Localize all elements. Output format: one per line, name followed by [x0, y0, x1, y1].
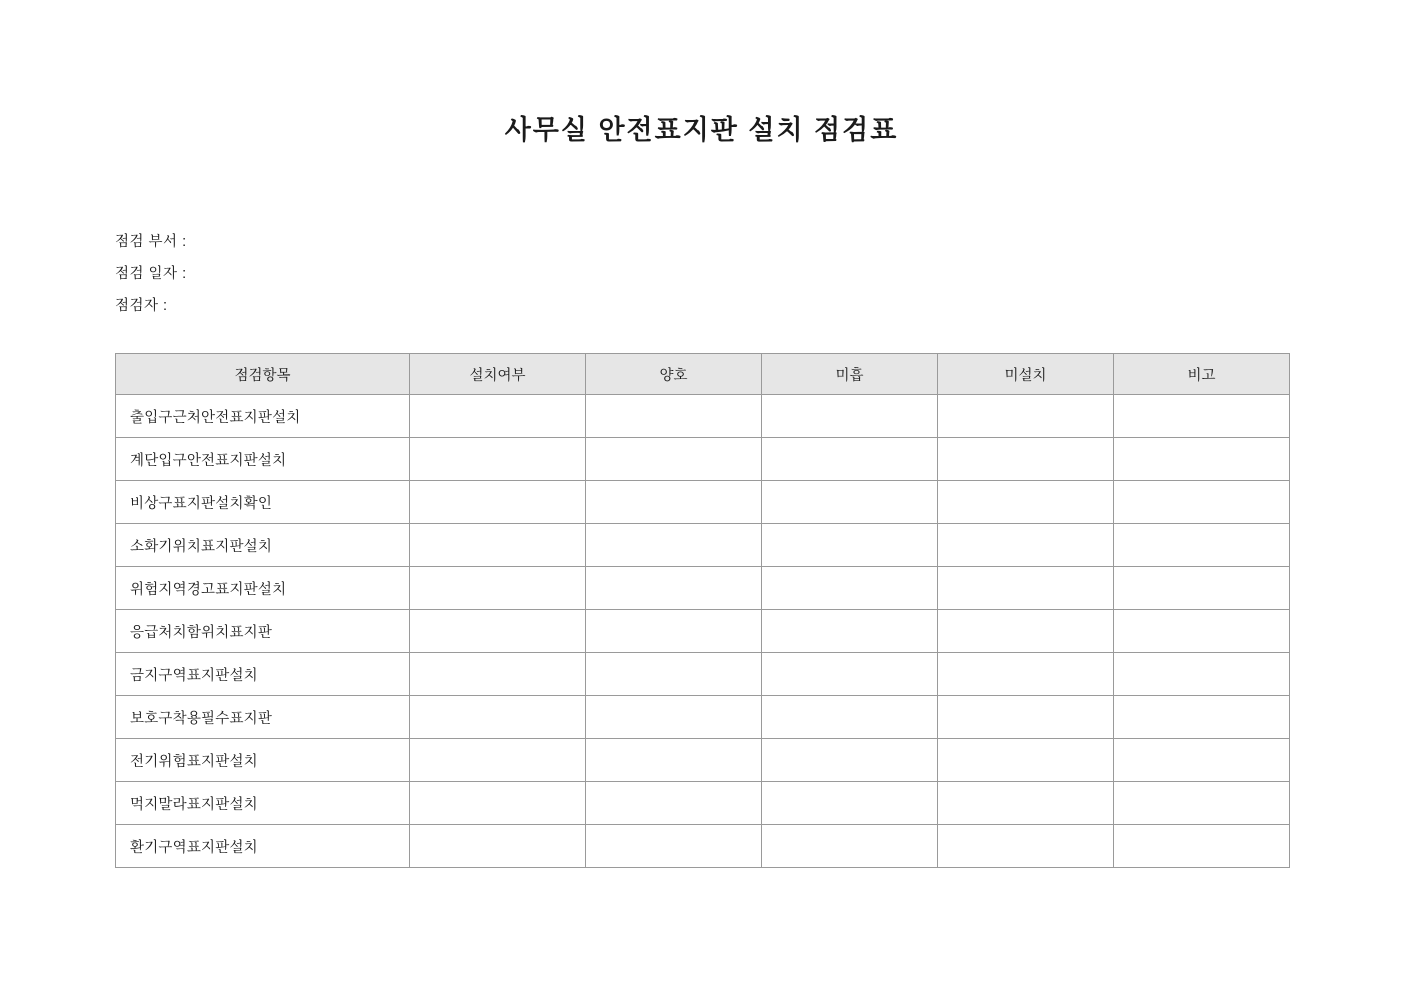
cell-item-label: 환기구역표지판설치 — [116, 825, 410, 868]
table-header-row — [116, 354, 1290, 395]
cell-good[interactable] — [586, 825, 762, 868]
cell-good[interactable] — [586, 481, 762, 524]
cell-item-label: 계단입구안전표지판설치 — [116, 438, 410, 481]
meta-field-inspector: 점검자 : — [115, 298, 168, 314]
table-row — [116, 696, 1290, 739]
meta-field-department: 점검 부서 : — [115, 234, 187, 250]
table-row — [116, 653, 1290, 696]
cell-poor[interactable] — [762, 739, 938, 782]
cell-poor[interactable] — [762, 438, 938, 481]
cell-poor[interactable] — [762, 610, 938, 653]
cell-not-installed[interactable] — [938, 739, 1114, 782]
table-row — [116, 825, 1290, 868]
cell-installed[interactable] — [410, 567, 586, 610]
page-title: 사무실 안전표지판 설치 점검표 — [504, 115, 899, 145]
cell-installed[interactable] — [410, 696, 586, 739]
cell-good[interactable] — [586, 438, 762, 481]
table-row — [116, 524, 1290, 567]
cell-remarks[interactable] — [1114, 395, 1290, 438]
cell-remarks[interactable] — [1114, 696, 1290, 739]
column-header-remarks: 비고 — [1114, 354, 1290, 395]
cell-good[interactable] — [586, 696, 762, 739]
cell-not-installed[interactable] — [938, 567, 1114, 610]
table-row — [116, 481, 1290, 524]
table-body — [116, 395, 1290, 868]
table-row — [116, 610, 1290, 653]
cell-good[interactable] — [586, 653, 762, 696]
cell-poor[interactable] — [762, 395, 938, 438]
cell-not-installed[interactable] — [938, 825, 1114, 868]
cell-good[interactable] — [586, 567, 762, 610]
cell-not-installed[interactable] — [938, 610, 1114, 653]
column-header-installed: 설치여부 — [410, 354, 586, 395]
table-row — [116, 395, 1290, 438]
cell-remarks[interactable] — [1114, 782, 1290, 825]
cell-good[interactable] — [586, 610, 762, 653]
cell-not-installed[interactable] — [938, 481, 1114, 524]
cell-installed[interactable] — [410, 438, 586, 481]
column-header-not-installed: 미설치 — [938, 354, 1114, 395]
cell-good[interactable] — [586, 739, 762, 782]
cell-not-installed[interactable] — [938, 653, 1114, 696]
cell-poor[interactable] — [762, 696, 938, 739]
cell-remarks[interactable] — [1114, 653, 1290, 696]
cell-poor[interactable] — [762, 524, 938, 567]
cell-item-label: 비상구표지판설치확인 — [116, 481, 410, 524]
cell-poor[interactable] — [762, 782, 938, 825]
cell-item-label: 응급처치함위치표지판 — [116, 610, 410, 653]
cell-remarks[interactable] — [1114, 739, 1290, 782]
cell-installed[interactable] — [410, 739, 586, 782]
column-header-poor: 미흡 — [762, 354, 938, 395]
cell-item-label: 금지구역표지판설치 — [116, 653, 410, 696]
cell-good[interactable] — [586, 524, 762, 567]
cell-not-installed[interactable] — [938, 395, 1114, 438]
table-row — [116, 739, 1290, 782]
cell-poor[interactable] — [762, 825, 938, 868]
column-header-item: 점검항목 — [116, 354, 410, 395]
cell-remarks[interactable] — [1114, 438, 1290, 481]
cell-installed[interactable] — [410, 481, 586, 524]
meta-field-date: 점검 일자 : — [115, 266, 187, 282]
table-row — [116, 567, 1290, 610]
meta-info-block — [115, 226, 187, 322]
cell-good[interactable] — [586, 395, 762, 438]
cell-not-installed[interactable] — [938, 524, 1114, 567]
cell-item-label: 위험지역경고표지판설치 — [116, 567, 410, 610]
column-header-good: 양호 — [586, 354, 762, 395]
cell-not-installed[interactable] — [938, 696, 1114, 739]
cell-installed[interactable] — [410, 395, 586, 438]
cell-remarks[interactable] — [1114, 481, 1290, 524]
cell-item-label: 전기위험표지판설치 — [116, 739, 410, 782]
cell-not-installed[interactable] — [938, 782, 1114, 825]
cell-item-label: 소화기위치표지판설치 — [116, 524, 410, 567]
cell-installed[interactable] — [410, 524, 586, 567]
cell-item-label: 출입구근처안전표지판설치 — [116, 395, 410, 438]
table-row — [116, 438, 1290, 481]
cell-good[interactable] — [586, 782, 762, 825]
cell-remarks[interactable] — [1114, 610, 1290, 653]
cell-item-label: 먹지말라표지판설치 — [116, 782, 410, 825]
cell-installed[interactable] — [410, 610, 586, 653]
cell-poor[interactable] — [762, 653, 938, 696]
cell-remarks[interactable] — [1114, 524, 1290, 567]
checklist-table — [115, 353, 1290, 868]
cell-remarks[interactable] — [1114, 825, 1290, 868]
cell-poor[interactable] — [762, 567, 938, 610]
table-row — [116, 782, 1290, 825]
cell-installed[interactable] — [410, 782, 586, 825]
cell-installed[interactable] — [410, 825, 586, 868]
cell-item-label: 보호구착용필수표지판 — [116, 696, 410, 739]
cell-not-installed[interactable] — [938, 438, 1114, 481]
cell-installed[interactable] — [410, 653, 586, 696]
cell-poor[interactable] — [762, 481, 938, 524]
cell-remarks[interactable] — [1114, 567, 1290, 610]
